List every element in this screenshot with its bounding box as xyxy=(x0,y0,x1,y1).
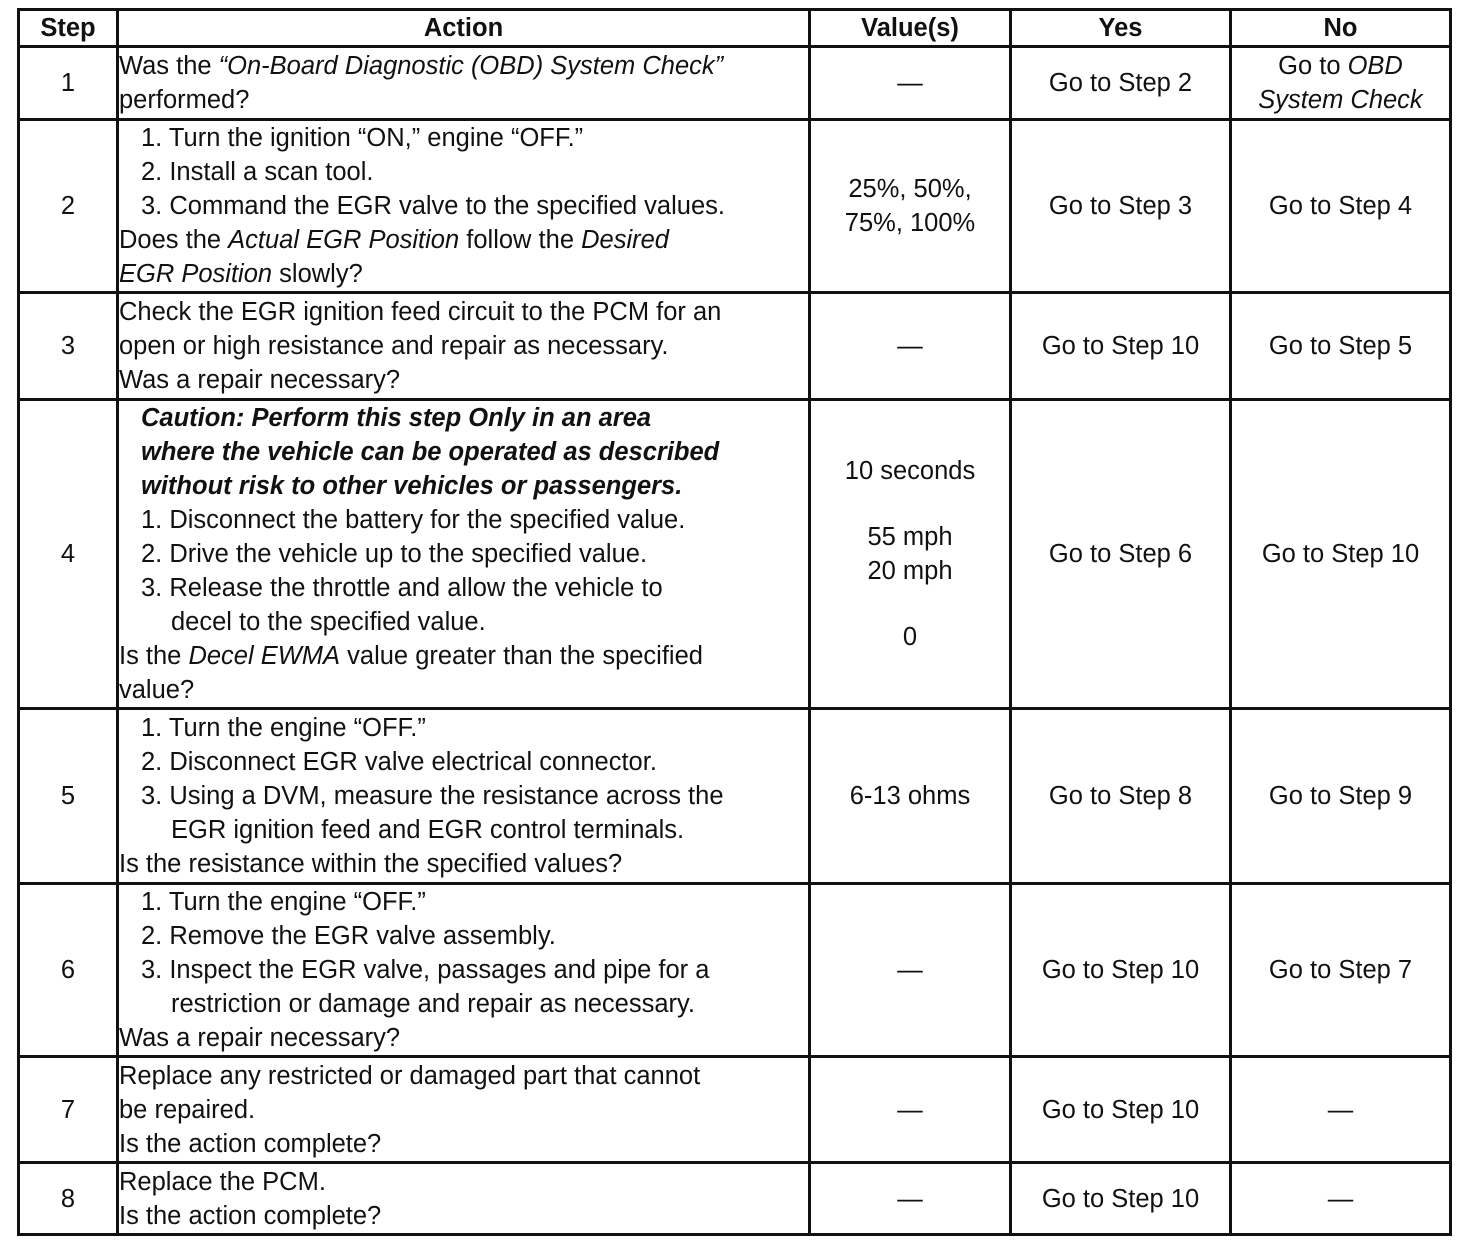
action-question: value? xyxy=(119,676,195,704)
action-line: be repaired. xyxy=(119,1095,256,1124)
value-line: 20 mph xyxy=(867,557,953,585)
action-step: 2. Install a scan tool. xyxy=(141,158,374,186)
action-question: Was a repair necessary? xyxy=(119,1024,401,1052)
step-number: 5 xyxy=(19,709,118,884)
step-number: 6 xyxy=(19,884,118,1057)
action-question: Is the Decel EWMA value greater than the specified xyxy=(119,642,703,670)
no-result: — xyxy=(1231,1057,1451,1163)
action-step: 3. Release the throttle and allow the vehicle to xyxy=(141,574,663,602)
action-question: Is the action complete? xyxy=(119,1129,382,1158)
action-cell xyxy=(118,1163,810,1235)
value-cell xyxy=(810,400,1011,709)
action-line: Replace any restricted or damaged part that cannot xyxy=(119,1061,701,1090)
action-cell xyxy=(118,884,810,1057)
value-line: 55 mph xyxy=(867,523,953,551)
value-line: 25%, 50%, xyxy=(848,175,972,203)
step-number: 3 xyxy=(19,293,118,400)
action-cell xyxy=(118,1057,810,1163)
action-step: 1. Turn the ignition “ON,” engine “OFF.” xyxy=(141,124,584,152)
table-row xyxy=(19,293,1451,400)
step-number: 4 xyxy=(19,400,118,709)
yes-result: Go to Step 10 xyxy=(1011,884,1231,1057)
action-line: Replace the PCM. xyxy=(119,1167,326,1196)
action-step-continued: EGR ignition feed and EGR control terminals. xyxy=(171,816,685,844)
action-step: 1. Turn the engine “OFF.” xyxy=(141,714,426,742)
caution-text: Caution: Perform this step Only in an area xyxy=(141,404,652,432)
yes-result: Go to Step 10 xyxy=(1011,293,1231,400)
no-result: Go to Step 4 xyxy=(1231,120,1451,293)
action-step-continued: decel to the specified value. xyxy=(171,608,486,636)
value-cell: — xyxy=(810,884,1011,1057)
action-cell xyxy=(118,709,810,884)
caution-text: without risk to other vehicles or passengers. xyxy=(141,472,683,500)
action-step: 2. Remove the EGR valve assembly. xyxy=(141,922,556,950)
value-cell: — xyxy=(810,1163,1011,1235)
header-action: Action xyxy=(118,10,810,47)
action-question: EGR Position slowly? xyxy=(119,260,363,288)
action-step: 2. Drive the vehicle up to the specified value. xyxy=(141,540,648,568)
action-step: 1. Disconnect the battery for the specified value. xyxy=(141,506,686,534)
yes-result: Go to Step 2 xyxy=(1011,47,1231,120)
table-row xyxy=(19,1057,1451,1163)
value-cell xyxy=(810,120,1011,293)
table-row xyxy=(19,1163,1451,1235)
header-no: No xyxy=(1231,10,1451,47)
action-step-continued: restriction or damage and repair as necessary. xyxy=(171,990,695,1018)
action-cell xyxy=(118,293,810,400)
value-cell: — xyxy=(810,1057,1011,1163)
value-line: 10 seconds xyxy=(844,457,976,485)
yes-result: Go to Step 10 xyxy=(1011,1057,1231,1163)
step-number: 7 xyxy=(19,1057,118,1163)
action-step: 3. Using a DVM, measure the resistance across the xyxy=(141,782,724,810)
header-row xyxy=(19,10,1451,47)
table-row xyxy=(19,47,1451,120)
yes-result: Go to Step 6 xyxy=(1011,400,1231,709)
action-cell xyxy=(118,120,810,293)
action-step: 1. Turn the engine “OFF.” xyxy=(141,888,426,916)
header-step: Step xyxy=(19,10,118,47)
table-row xyxy=(19,709,1451,884)
diagnostic-table xyxy=(17,8,1452,1236)
header-yes: Yes xyxy=(1011,10,1231,47)
no-result: — xyxy=(1231,1163,1451,1235)
step-number: 1 xyxy=(19,47,118,120)
step-number: 8 xyxy=(19,1163,118,1235)
action-step: 3. Inspect the EGR valve, passages and pipe for a xyxy=(141,956,710,984)
table-row xyxy=(19,884,1451,1057)
value-cell: 6-13 ohms xyxy=(810,709,1011,884)
value-cell: — xyxy=(810,293,1011,400)
header-values: Value(s) xyxy=(810,10,1011,47)
action-line: Was the “On-Board Diagnostic (OBD) System Check” xyxy=(119,52,724,80)
step-number: 2 xyxy=(19,120,118,293)
caution-text: where the vehicle can be operated as described xyxy=(141,438,720,466)
action-question: Is the action complete? xyxy=(119,1201,382,1230)
action-question: performed? xyxy=(119,86,250,114)
action-cell xyxy=(118,400,810,709)
action-cell xyxy=(118,47,810,120)
value-cell: — xyxy=(810,47,1011,120)
value-line: 75%, 100% xyxy=(844,209,976,237)
action-step: 2. Disconnect EGR valve electrical connector. xyxy=(141,748,657,776)
action-step: 3. Command the EGR valve to the specified values. xyxy=(141,192,725,220)
action-question: Is the resistance within the specified values? xyxy=(119,850,623,878)
no-result: Go to Step 7 xyxy=(1231,884,1451,1057)
action-question: Does the Actual EGR Position follow the Desired xyxy=(119,226,669,254)
no-result: Go to Step 9 xyxy=(1231,709,1451,884)
yes-result: Go to Step 10 xyxy=(1011,1163,1231,1235)
yes-result: Go to Step 3 xyxy=(1011,120,1231,293)
no-result: Go to OBD System Check xyxy=(1231,47,1451,120)
no-result: Go to Step 5 xyxy=(1231,293,1451,400)
yes-result: Go to Step 8 xyxy=(1011,709,1231,884)
action-question: Was a repair necessary? xyxy=(119,366,401,394)
action-line: open or high resistance and repair as necessary. xyxy=(119,332,669,360)
table-row xyxy=(19,120,1451,293)
value-line: 0 xyxy=(902,623,918,651)
action-line: Check the EGR ignition feed circuit to the PCM for an xyxy=(119,298,722,326)
table-row xyxy=(19,400,1451,709)
no-result: Go to Step 10 xyxy=(1231,400,1451,709)
